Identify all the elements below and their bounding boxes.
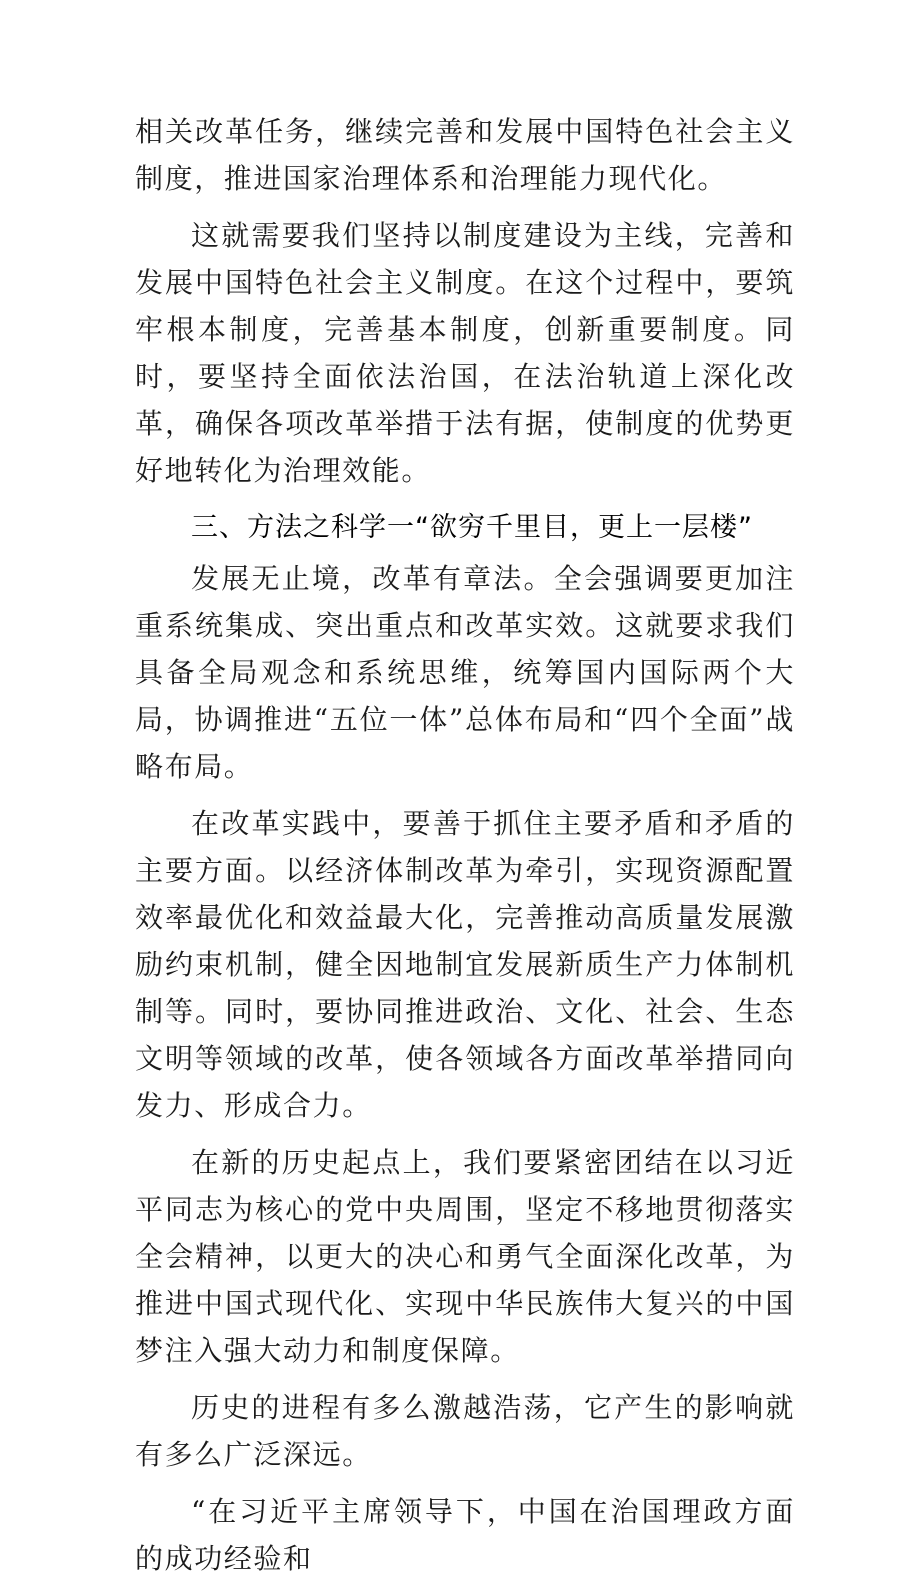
section-heading-three: 三、方法之科学一“欲穷千里目，更上一层楼” <box>191 512 753 543</box>
paragraph-new-starting-point: 在新的历史起点上，我们要紧密团结在以习近平同志为核心的党中央周围，坚定不移地贯彻落实全会精神，以更大的决心和勇气全面深化改革，为推进中国式现代化、实现中华民族伟大复兴的中国梦注入强大动力和制度保障。 <box>135 1146 795 1367</box>
paragraph-quote-start: “在习近平主席领导下，中国在治国理政方面的成功经验和 <box>135 1495 795 1575</box>
paragraph-system-integration: 发展无止境，改革有章法。全会强调要更加注重系统集成、突出重点和改革实效。这就要求我们具备全局观念和系统思维，统筹国内国际两个大局，协调推进“五位一体”总体布局和“四个全面”战略布局。 <box>135 562 795 783</box>
document-body <box>135 108 795 1592</box>
paragraph-institution-building: 这就需要我们坚持以制度建设为主线，完善和发展中国特色社会主义制度。在这个过程中，要筑牢根本制度，完善基本制度，创新重要制度。同时，要坚持全面依法治国，在法治轨道上深化改革，确保各项改革举措于法有据，使制度的优势更好地转化为治理效能。 <box>135 219 795 487</box>
paragraph-reform-practice: 在改革实践中，要善于抓住主要矛盾和矛盾的主要方面。以经济体制改革为牵引，实现资源配置效率最优化和效益最大化，完善推动高质量发展激励约束机制，健全因地制宜发展新质生产力体制机制等。同时，要协同推进政治、文化、社会、生态文明等领域的改革，使各领域各方面改革举措同向发力、形成合力。 <box>135 807 795 1122</box>
paragraph-historical-process: 历史的进程有多么激越浩荡，它产生的影响就有多么广泛深远。 <box>135 1391 795 1471</box>
paragraph-continued: 相关改革任务，继续完善和发展中国特色社会主义制度，推进国家治理体系和治理能力现代化。 <box>135 115 795 195</box>
